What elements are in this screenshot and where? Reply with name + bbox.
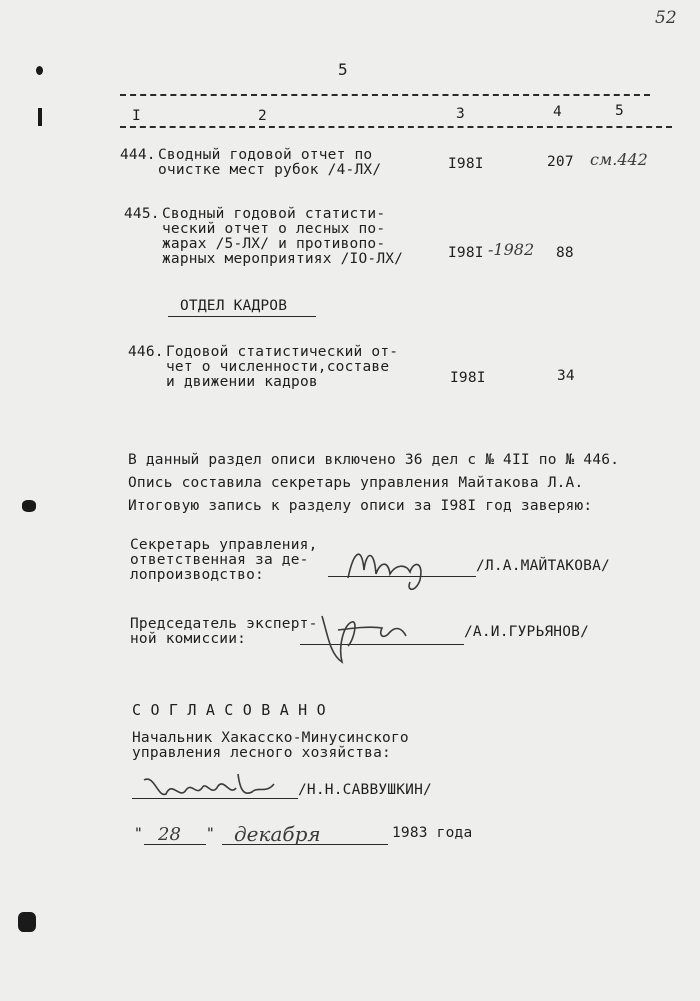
row-year-handwritten: -1982	[488, 240, 535, 259]
signer-title-line: Секретарь управления,	[130, 537, 318, 553]
signature-secretary	[340, 540, 460, 596]
approver-title-line: Начальник Хакасско-Минусинского	[132, 730, 409, 746]
approver-title-line: управления лесного хозяйства:	[132, 745, 391, 761]
signer-name: /А.И.ГУРЬЯНОВ/	[464, 624, 590, 640]
row-title-line: Годовой статистический от-	[166, 344, 399, 360]
signature-approver	[140, 770, 290, 806]
date-month-handwritten: декабря	[234, 822, 321, 846]
row-title-line: очистке мест рубок /4-ЛХ/	[158, 162, 382, 178]
signature-chairman	[308, 606, 418, 670]
column-number: 4	[553, 104, 562, 120]
section-title: ОТДЕЛ КАДРОВ	[180, 298, 288, 314]
row-title-line: Сводный годовой отчет по	[158, 147, 373, 163]
column-number: I	[132, 108, 141, 124]
margin-mark	[36, 66, 43, 75]
row-sheets: 34	[557, 368, 575, 384]
summary-line: Опись составила секретарь управления Майтакова Л.А.	[128, 475, 584, 491]
signer-title-line: Председатель эксперт-	[130, 616, 318, 632]
signer-title-line: ответственная за де-	[130, 552, 309, 568]
row-note-handwritten: см.442	[590, 150, 648, 169]
date-month-underline	[222, 844, 388, 845]
row-year: I98I	[448, 245, 484, 261]
section-title-underline	[168, 316, 316, 317]
row-number: 446.	[128, 344, 164, 360]
row-title-line: Сводный годовой статисти-	[162, 206, 386, 222]
column-number: 3	[456, 106, 465, 122]
row-year: I98I	[450, 370, 486, 386]
summary-line: Итоговую запись к разделу описи за I98I год заверяю:	[128, 498, 593, 514]
approved-heading: С О Г Л А С О В А Н О	[132, 701, 326, 719]
page-number: 5	[338, 60, 348, 79]
signer-title-line: ной комиссии:	[130, 631, 247, 647]
date-year: 1983 года	[392, 825, 473, 841]
column-number: 2	[258, 108, 267, 124]
margin-mark	[18, 912, 36, 932]
row-title-line: чет о численности,составе	[166, 359, 390, 375]
margin-mark	[22, 500, 36, 512]
column-number: 5	[615, 103, 624, 119]
margin-mark	[38, 108, 42, 126]
signer-name: /Л.А.МАЙТАКОВА/	[476, 558, 610, 574]
sheet-number: 52	[655, 8, 677, 28]
date-day-underline	[144, 844, 206, 845]
date-day-handwritten: 28	[158, 824, 181, 845]
row-sheets: 207	[547, 154, 574, 170]
header-rule-bottom	[120, 126, 672, 128]
header-rule-top	[120, 94, 650, 96]
approver-name: /Н.Н.САВВУШКИН/	[298, 782, 432, 798]
date-quote-close: "	[206, 826, 215, 842]
row-title-line: жарных мероприятиях /IO-ЛХ/	[162, 251, 404, 267]
row-title-line: и движении кадров	[166, 374, 318, 390]
summary-line: В данный раздел описи включено 36 дел с № 4II по № 446.	[128, 452, 620, 468]
row-title-line: ческий отчет о лесных по-	[162, 221, 386, 237]
signer-title-line: лопроизводство:	[130, 567, 264, 583]
date-quote-open: "	[134, 826, 143, 842]
row-year: I98I	[448, 156, 484, 172]
row-number: 445.	[124, 206, 160, 222]
row-title-line: жарах /5-ЛХ/ и противопо-	[162, 236, 386, 252]
row-number: 444.	[120, 147, 156, 163]
row-sheets: 88	[556, 245, 574, 261]
